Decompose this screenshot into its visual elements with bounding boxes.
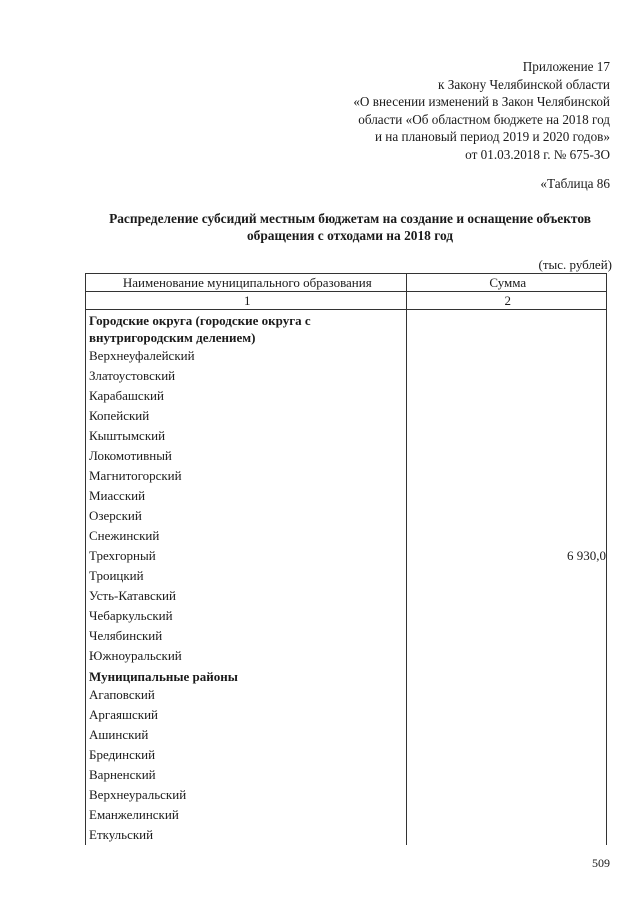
municipality-name: Троицкий (86, 566, 407, 586)
table-row (86, 586, 607, 606)
table-row (86, 346, 607, 366)
header-line: от 01.03.2018 г. № 675-ЗО (465, 146, 610, 162)
municipality-name: Еманжелинский (86, 805, 407, 825)
subsidy-amount (406, 386, 606, 406)
subsidy-amount (406, 486, 606, 506)
municipality-name: Карабашский (86, 386, 407, 406)
municipality-name: Верхнеуральский (86, 785, 407, 805)
table-group-row (86, 310, 607, 347)
page-number: 509 (592, 856, 610, 870)
table-row (86, 805, 607, 825)
appendix-header (290, 58, 610, 164)
table-row (86, 506, 607, 526)
table-row (86, 646, 607, 666)
table-row (86, 446, 607, 466)
table-row (86, 486, 607, 506)
subsidy-amount (406, 366, 606, 386)
table-row (86, 685, 607, 705)
table-row (86, 825, 607, 845)
title-line-1: Распределение субсидий местным бюджетам на создание и оснащение объектов (109, 211, 591, 226)
table-row (86, 626, 607, 646)
column-number: 2 (406, 292, 606, 310)
municipality-name: Кыштымский (86, 426, 407, 446)
table-row (86, 745, 607, 765)
subsidy-amount (406, 466, 606, 486)
municipality-name: Брединский (86, 745, 407, 765)
table-header-row (86, 274, 607, 292)
header-name-column: Наименование муниципального образования (86, 274, 407, 292)
subsidy-amount (406, 606, 606, 626)
municipality-name: Трехгорный (86, 546, 407, 566)
municipality-name: Магнитогорский (86, 466, 407, 486)
municipality-name: Муниципальные районы (86, 666, 407, 685)
header-sum-column: Сумма (406, 274, 606, 292)
municipality-name: Чебаркульский (86, 606, 407, 626)
subsidy-amount (406, 346, 606, 366)
units-label: (тыс. рублей) (538, 257, 612, 272)
municipality-name: Южноуральский (86, 646, 407, 666)
table-group-row (86, 666, 607, 685)
subsidy-amount (406, 825, 606, 845)
subsidy-amount (406, 785, 606, 805)
municipality-name: Снежинский (86, 526, 407, 546)
subsidy-amount (406, 586, 606, 606)
header-line: «О внесении изменений в Закон Челябинской (353, 94, 610, 110)
header-line: области «Об областном бюджете на 2018 год (358, 111, 610, 127)
municipality-name: Варненский (86, 765, 407, 785)
table-row (86, 785, 607, 805)
table-row (86, 466, 607, 486)
table-row (86, 386, 607, 406)
column-number: 1 (86, 292, 407, 310)
municipality-name: Миасский (86, 486, 407, 506)
title-line-2: обращения с отходами на 2018 год (246, 228, 454, 243)
subsidy-amount (406, 765, 606, 785)
subsidy-amount (406, 725, 606, 745)
subsidy-amount (406, 506, 606, 526)
subsidy-amount (406, 745, 606, 765)
municipality-name: Локомотивный (86, 446, 407, 466)
table-row (86, 366, 607, 386)
header-line: и на плановый период 2019 и 2020 годов» (374, 129, 610, 145)
table-body (86, 292, 607, 846)
table-row (86, 765, 607, 785)
header-line: Приложение 17 (522, 59, 610, 74)
subsidy-amount (406, 685, 606, 705)
municipality-name: Челябинский (86, 626, 407, 646)
subsidy-amount (406, 526, 606, 546)
subsidy-amount (406, 426, 606, 446)
municipality-name: Златоустовский (86, 366, 407, 386)
table-row (86, 566, 607, 586)
table-row (86, 705, 607, 725)
subsidy-table (85, 273, 607, 845)
municipality-name: Еткульский (86, 825, 407, 845)
table-row (86, 546, 607, 566)
document-title (70, 210, 630, 244)
table-row (86, 406, 607, 426)
table-row (86, 725, 607, 745)
table-row (86, 606, 607, 626)
table-row (86, 526, 607, 546)
municipality-name: Аргаяшский (86, 705, 407, 725)
subsidy-amount (406, 406, 606, 426)
municipality-name: Городские округа (городские округа с внутригородским делением) (86, 310, 407, 347)
table-row (86, 426, 607, 446)
subsidy-amount: 6 930,0 (406, 546, 606, 566)
municipality-name: Озерский (86, 506, 407, 526)
table-reference: «Таблица 86 (540, 176, 610, 191)
subsidy-amount (406, 566, 606, 586)
municipality-name: Агаповский (86, 685, 407, 705)
subsidy-amount (406, 666, 606, 685)
subsidy-amount (406, 705, 606, 725)
municipality-name: Копейский (86, 406, 407, 426)
municipality-name: Усть-Катавский (86, 586, 407, 606)
municipality-name: Ашинский (86, 725, 407, 745)
subsidy-amount (406, 310, 606, 347)
header-line: к Закону Челябинской области (438, 76, 610, 92)
subsidy-amount (406, 805, 606, 825)
column-number-row (86, 292, 607, 310)
subsidy-amount (406, 646, 606, 666)
municipality-name: Верхнеуфалейский (86, 346, 407, 366)
subsidy-amount (406, 626, 606, 646)
subsidy-amount (406, 446, 606, 466)
